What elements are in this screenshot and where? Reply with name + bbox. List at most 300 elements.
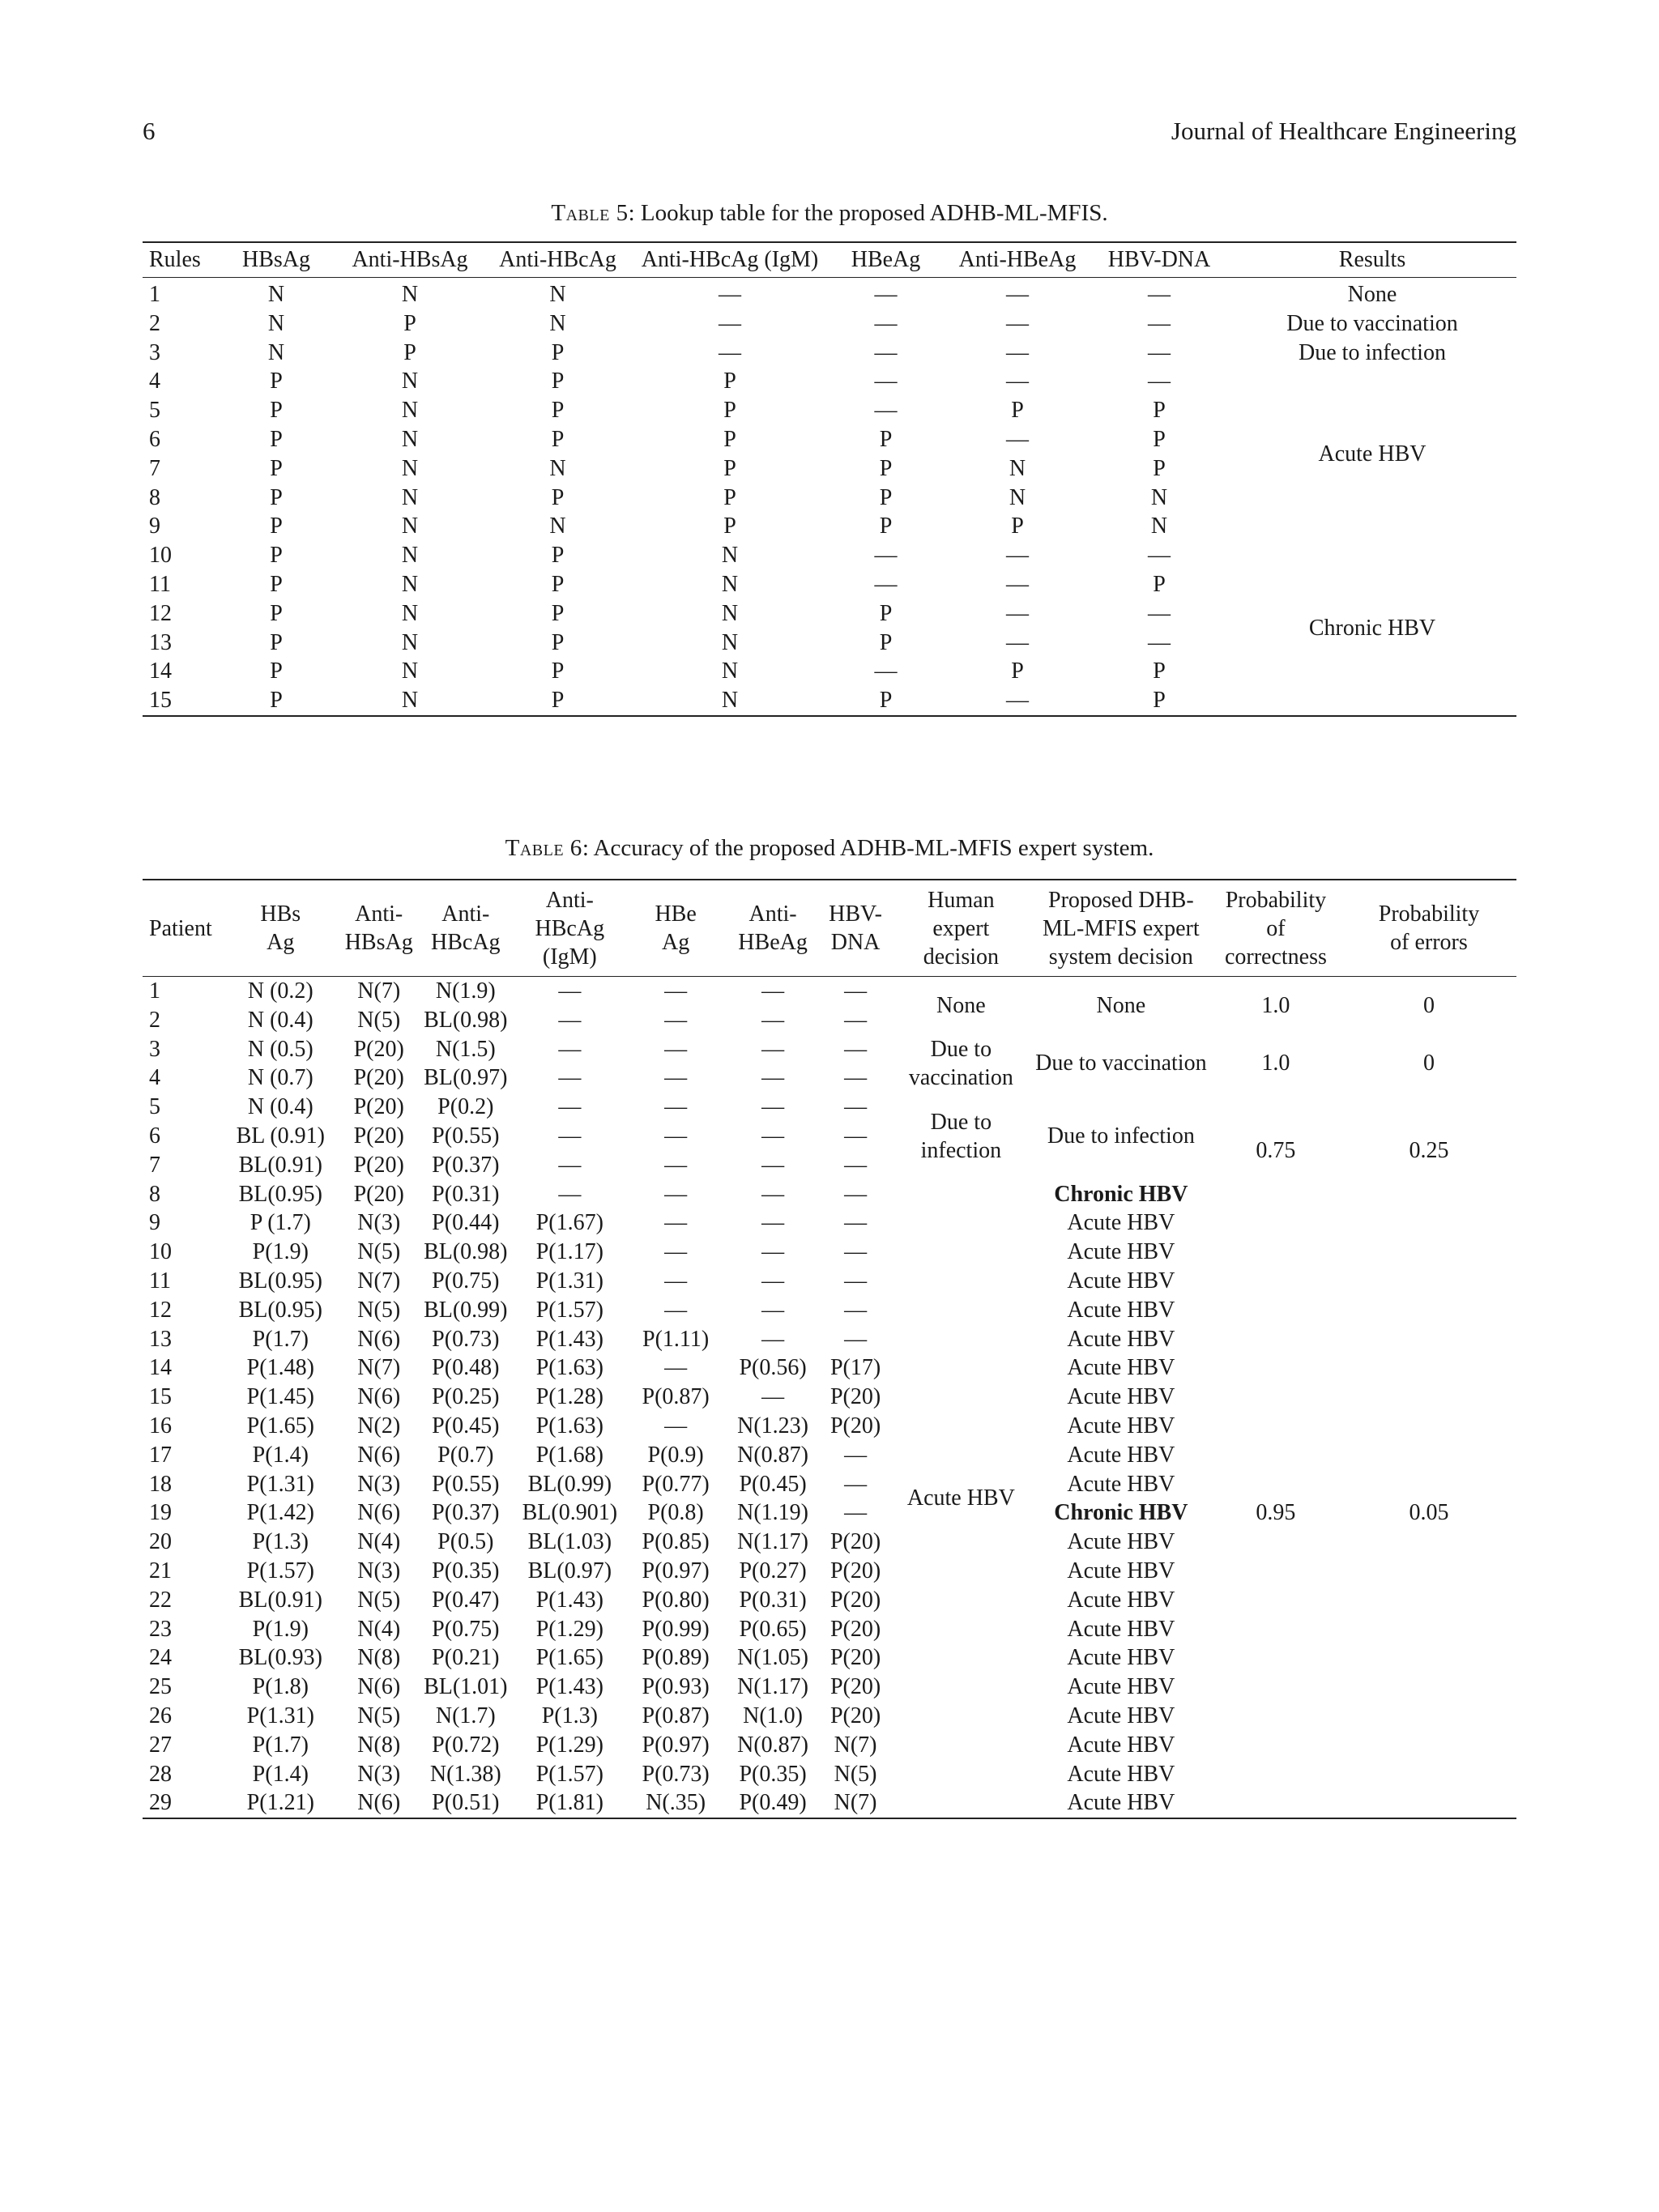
table6-cell: P(0.45)	[432, 1413, 500, 1438]
table6-cell: P(1.81)	[535, 1790, 603, 1816]
table6-header-anti_hbcag	[418, 880, 513, 977]
table5-cell: 7	[149, 455, 160, 481]
table6-cell: —	[761, 1094, 785, 1120]
header-line: HBsAg	[344, 930, 413, 955]
table6-cell: 29	[149, 1790, 172, 1816]
table6-cell: P(20)	[830, 1645, 881, 1671]
table6-cell: —	[664, 978, 688, 1004]
table6-cell: 1	[149, 978, 160, 1004]
table6-caption	[143, 835, 1516, 862]
table5-cell: 9	[149, 514, 160, 539]
table6-cell: P(1.9)	[252, 1239, 309, 1265]
table5-cell: —	[1006, 282, 1029, 307]
table6-cell: P(1.29)	[535, 1732, 603, 1758]
header-line: Due to	[930, 1037, 992, 1063]
table6-cell: P(1.9)	[252, 1616, 309, 1642]
table6-prob-correctness: 1.0	[1261, 992, 1290, 1018]
header-line: Probability	[1378, 901, 1480, 927]
table5-row	[143, 309, 1516, 339]
header-line: system decision	[1048, 944, 1193, 970]
table5-cell: —	[874, 571, 898, 597]
table6-cell: BL (0.91)	[236, 1123, 325, 1149]
table5-cell: P	[879, 426, 893, 452]
header-line: HBcAg	[535, 915, 605, 941]
header-line: Anti-	[441, 901, 490, 927]
table5-cell: P	[270, 514, 283, 539]
table5-cell: 12	[149, 600, 172, 626]
table5-cell: P	[879, 629, 893, 655]
table6-cell: P(0.97)	[642, 1558, 710, 1583]
table6-cell: P(0.55)	[432, 1471, 500, 1497]
table5-cell: 13	[149, 629, 172, 655]
table5-cell: —	[1006, 688, 1029, 714]
table5-cell: P	[723, 426, 736, 452]
table6-cell: BL(0.95)	[238, 1297, 323, 1323]
table6-cell: BL(0.99)	[527, 1471, 612, 1497]
table6-cell: N (0.2)	[247, 978, 313, 1004]
table5-cell: N	[401, 514, 419, 539]
table6-cell: P(20)	[830, 1587, 881, 1613]
table6-cell: —	[558, 1036, 582, 1062]
table5-cell: N	[401, 369, 419, 394]
table6-cell: P(0.44)	[432, 1210, 500, 1236]
table6-cell: P(0.99)	[642, 1616, 710, 1642]
table6-system-decision: Acute HBV	[1067, 1297, 1175, 1323]
table6-cell: N(1.19)	[737, 1500, 809, 1526]
table6-cell: N(.35)	[646, 1790, 706, 1816]
table6-cell: P(1.43)	[535, 1674, 603, 1700]
table6-cell: —	[761, 1181, 785, 1207]
table6-system-decision: Acute HBV	[1067, 1529, 1175, 1555]
table6-cell: P(1.7)	[252, 1326, 309, 1352]
table6-system-decision: None	[1096, 992, 1146, 1018]
table5-result-cell: None	[1347, 282, 1397, 307]
table5-cell: N	[721, 658, 739, 684]
table5-cell: P	[270, 455, 283, 481]
table6-cell: N(2)	[357, 1413, 401, 1438]
table6-cell: N(6)	[357, 1442, 401, 1468]
table5-cell: —	[1148, 282, 1171, 307]
table6-system-decision: Acute HBV	[1067, 1239, 1175, 1265]
table5-cell: P	[551, 484, 565, 510]
table5-cell: N	[721, 629, 739, 655]
table5-cell: P	[551, 629, 565, 655]
table6-caption-text: : Accuracy of the proposed ADHB-ML-MFIS expert system.	[582, 835, 1154, 861]
table6-cell: P(1.43)	[535, 1326, 603, 1352]
table6-cell: P(0.35)	[432, 1558, 500, 1583]
table6-cell: P(0.51)	[432, 1790, 500, 1816]
table6-cell: 21	[149, 1558, 172, 1583]
table5-cell: N	[721, 600, 739, 626]
table6-cell: —	[844, 1239, 868, 1265]
table6-cell: P(1.3)	[541, 1703, 598, 1728]
table6-system-decision: Acute HBV	[1067, 1326, 1175, 1352]
table6-cell: —	[558, 1065, 582, 1091]
header-line: Ag	[662, 930, 690, 955]
header-line: HBV-	[829, 901, 882, 927]
page-header	[143, 117, 1516, 156]
table6-cell: BL(0.98)	[424, 1239, 508, 1265]
table5-cell: P	[270, 543, 283, 569]
table6-cell: N(5)	[357, 1239, 401, 1265]
table5-row	[143, 339, 1516, 368]
table6-system-decision: Acute HBV	[1067, 1645, 1175, 1671]
table6-cell: N(1.5)	[435, 1036, 496, 1062]
table6-cell: BL(0.97)	[527, 1558, 612, 1583]
table6-cell: P(20)	[353, 1181, 404, 1207]
table6-cell: BL(1.01)	[424, 1674, 508, 1700]
table5-cell: N	[401, 600, 419, 626]
table5-row	[143, 278, 1516, 309]
table5-caption-text: : Lookup table for the proposed ADHB-ML-MFIS.	[628, 200, 1108, 226]
table5-cell: P	[879, 455, 893, 481]
header-line: Anti-	[748, 901, 797, 927]
table6-cell: P(0.56)	[739, 1355, 807, 1381]
header-line: decision	[923, 944, 1000, 970]
table6-cell: —	[761, 1152, 785, 1178]
table6-cell: —	[844, 1471, 868, 1497]
table6-cell: —	[664, 1239, 688, 1265]
header-line: HBcAg	[431, 930, 501, 955]
table6-cell: P(1.3)	[252, 1529, 309, 1555]
table6-header-proposed	[1032, 880, 1210, 977]
table6-cell: —	[761, 978, 785, 1004]
table5-cell: 10	[149, 543, 172, 569]
table5-cell: P	[879, 688, 893, 714]
table6-cell: N(6)	[357, 1500, 401, 1526]
table5-cell: N	[721, 571, 739, 597]
header-line: Ag	[267, 930, 295, 955]
table6-header-patient: Patient	[143, 880, 221, 977]
table6-human-decision	[890, 1035, 1032, 1093]
table5-cell: P	[551, 600, 565, 626]
table5-caption	[143, 200, 1516, 227]
table5-cell: —	[874, 310, 898, 336]
table6-cell: P (1.7)	[249, 1210, 311, 1236]
table6-cell: 23	[149, 1616, 172, 1642]
table6-cell: P(0.89)	[642, 1645, 710, 1671]
table6-cell: 15	[149, 1384, 172, 1410]
table6-cell: P(1.63)	[535, 1413, 603, 1438]
table6-cell: BL(0.95)	[238, 1181, 323, 1207]
table5-cell: N	[401, 455, 419, 481]
table6-cell: P(0.73)	[642, 1761, 710, 1787]
table6-human-decision: Acute HBV	[906, 1485, 1015, 1511]
table6-cell: N(3)	[357, 1471, 401, 1497]
table6-cell: N(0.87)	[737, 1442, 809, 1468]
table6-cell: —	[844, 978, 868, 1004]
table6-cell: —	[761, 1123, 785, 1149]
table6-cell: —	[761, 1007, 785, 1033]
table6-cell: —	[664, 1355, 688, 1381]
table6-body	[143, 977, 1516, 1819]
table6-cell: P(0.49)	[739, 1790, 807, 1816]
table6-cell: P(0.7)	[437, 1442, 494, 1468]
table5-cell: N	[549, 310, 566, 336]
table5-cell: P	[1011, 514, 1024, 539]
table6-system-decision: Due to infection	[1047, 1123, 1195, 1149]
table5-cell: 14	[149, 658, 172, 684]
table6-cell: N (0.7)	[247, 1065, 313, 1091]
table5-header-cell: HBV-DNA	[1090, 242, 1228, 278]
table5-result-cell: Due to vaccination	[1286, 310, 1458, 336]
table6-cell: —	[558, 1094, 582, 1120]
table5-cell: P	[551, 369, 565, 394]
table5-result-cell: Due to infection	[1299, 339, 1446, 365]
header-line: HBeAg	[738, 930, 808, 955]
table6-cell: —	[844, 1152, 868, 1178]
table6-cell: 8	[149, 1181, 160, 1207]
table6-cell: —	[664, 1094, 688, 1120]
table6-cell: P(0.85)	[642, 1529, 710, 1555]
table5-cell: P	[403, 310, 416, 336]
table6-cell: P(20)	[830, 1703, 881, 1728]
table6-header-hbeag	[626, 880, 725, 977]
header-line: expert	[932, 915, 990, 941]
table6-cell: N(7)	[357, 978, 401, 1004]
table6-system-decision: Acute HBV	[1067, 1210, 1175, 1236]
table6-cell: 6	[149, 1123, 160, 1149]
table6-cell: —	[761, 1384, 785, 1410]
table6-system-decision: Acute HBV	[1067, 1616, 1175, 1642]
table6-cell: 11	[149, 1268, 171, 1294]
table5-cell: P	[270, 658, 283, 684]
table6-cell: 7	[149, 1152, 160, 1178]
table6-cell: N(1.05)	[737, 1645, 809, 1671]
table6-cell: N(1.7)	[435, 1703, 496, 1728]
table6-cell: P(0.37)	[432, 1152, 500, 1178]
table6-cell: 14	[149, 1355, 172, 1381]
table5-cell: P	[723, 484, 736, 510]
table5-cell: N	[267, 310, 285, 336]
table5-cell: 5	[149, 398, 160, 424]
table5-cell: P	[551, 339, 565, 365]
table6-cell: —	[844, 1007, 868, 1033]
table6-system-decision: Acute HBV	[1067, 1384, 1175, 1410]
table6-cell: P(1.65)	[246, 1413, 314, 1438]
table6-cell: N(6)	[357, 1790, 401, 1816]
table5-cell: P	[403, 339, 416, 365]
table6-cell: P(1.45)	[246, 1384, 314, 1410]
table5-cell: —	[1006, 369, 1029, 394]
table6-cell: —	[844, 1297, 868, 1323]
table6-cell: N(6)	[357, 1384, 401, 1410]
table6-system-decision: Acute HBV	[1067, 1442, 1175, 1468]
table6-cell: —	[844, 1442, 868, 1468]
table6-header-row	[143, 880, 1516, 977]
table5-header-cell: HBeAg	[827, 242, 945, 278]
table6-human-decision	[890, 1093, 1032, 1179]
table6-cell: 3	[149, 1036, 160, 1062]
table5-cell: 6	[149, 426, 160, 452]
table5-cell: N	[549, 514, 566, 539]
table5-cell: —	[874, 543, 898, 569]
header-line: of	[1266, 915, 1286, 941]
table5-cell: N	[401, 543, 419, 569]
header-line: DNA	[830, 930, 881, 955]
table5-header-cell: Rules	[143, 242, 215, 278]
table6-cell: P(0.45)	[739, 1471, 807, 1497]
table5-cell: P	[1153, 658, 1166, 684]
table6-cell: N(5)	[357, 1703, 401, 1728]
table6-cell: P(0.5)	[437, 1529, 494, 1555]
table6-cell: —	[664, 1065, 688, 1091]
table6-cell: BL(0.901)	[522, 1500, 618, 1526]
table5-cell: —	[719, 339, 741, 365]
table6-cell: BL(1.03)	[527, 1529, 612, 1555]
table5-cell: P	[551, 398, 565, 424]
header-line: correctness	[1224, 944, 1327, 970]
header-line: infection	[920, 1137, 1002, 1163]
table5-cell: 1	[149, 282, 160, 307]
table6-cell: P(20)	[353, 1036, 404, 1062]
table5-cell: N	[401, 484, 419, 510]
table5-cell: N	[401, 571, 419, 597]
table6-cell: P(0.87)	[642, 1703, 710, 1728]
table5-cell: —	[874, 658, 898, 684]
table6-cell: —	[761, 1297, 785, 1323]
table6-cell: P(1.21)	[246, 1790, 314, 1816]
table6-cell: —	[844, 1210, 868, 1236]
table5-cell: —	[719, 310, 741, 336]
table6-cell: —	[664, 1007, 688, 1033]
table5-cell: P	[1153, 571, 1166, 597]
table6-cell: N(1.38)	[429, 1761, 501, 1787]
table5-cell: P	[1153, 688, 1166, 714]
table6-cell: P(0.65)	[739, 1616, 807, 1642]
table6-system-decision: Acute HBV	[1067, 1355, 1175, 1381]
table6-cell: BL(0.93)	[238, 1645, 323, 1671]
table6-cell: P(1.67)	[535, 1210, 603, 1236]
table6-cell: N(1.17)	[737, 1529, 809, 1555]
table6-label: Table 6	[505, 835, 582, 861]
table6-cell: P(1.57)	[535, 1761, 603, 1787]
table5-cell: —	[1148, 629, 1171, 655]
table6-cell: P(0.25)	[432, 1384, 500, 1410]
table5-cell: P	[1153, 455, 1166, 481]
table6-cell: N(1.9)	[435, 978, 496, 1004]
table5-cell: N	[549, 455, 566, 481]
table5-cell: 15	[149, 688, 172, 714]
table6-header-anti_hbcag_igm	[513, 880, 626, 977]
table6-cell: P(20)	[830, 1674, 881, 1700]
table5-header-cell: Results	[1228, 242, 1516, 278]
table6-cell: N(0.87)	[737, 1732, 809, 1758]
table6-cell: —	[844, 1123, 868, 1149]
table5-label: Table 5	[551, 200, 629, 226]
table6-cell: N(7)	[357, 1355, 401, 1381]
table6-system-decision: Due to vaccination	[1035, 1051, 1207, 1076]
table6-cell: N (0.4)	[247, 1007, 313, 1033]
table6-cell: P(20)	[830, 1616, 881, 1642]
table5-cell: P	[1011, 658, 1024, 684]
table6-cell: P(1.31)	[246, 1703, 314, 1728]
table6-cell: N(5)	[834, 1761, 877, 1787]
table6-cell: 10	[149, 1239, 172, 1265]
header-line: HBe	[655, 901, 697, 927]
table5-cell: —	[1006, 426, 1029, 452]
table6-cell: N(3)	[357, 1761, 401, 1787]
table6-cell: P(0.80)	[642, 1587, 710, 1613]
table5-cell: P	[551, 571, 565, 597]
table6-cell: P(0.31)	[432, 1181, 500, 1207]
table5-cell: —	[874, 339, 898, 365]
table6-cell: 12	[149, 1297, 172, 1323]
table5-cell: —	[1006, 543, 1029, 569]
table5-cell: N	[267, 339, 285, 365]
table5-cell: P	[270, 484, 283, 510]
table6-cell: —	[664, 1210, 688, 1236]
table6-system-decision: Acute HBV	[1067, 1587, 1175, 1613]
table6-cell: N(3)	[357, 1210, 401, 1236]
table6-cell: —	[844, 1500, 868, 1526]
table5-cell: P	[723, 369, 736, 394]
table6-cell: P(0.9)	[647, 1442, 704, 1468]
table6-cell: 20	[149, 1529, 172, 1555]
table6-cell: P(0.55)	[432, 1123, 500, 1149]
table6-system-decision: Acute HBV	[1067, 1761, 1175, 1787]
table5-cell: —	[1148, 339, 1171, 365]
header-line: ML-MFIS expert	[1043, 915, 1200, 941]
table5-cell: N	[1009, 455, 1026, 481]
table6-cell: N(4)	[357, 1529, 401, 1555]
table6-cell: N(1.0)	[743, 1703, 804, 1728]
table6-cell: P(0.21)	[432, 1645, 500, 1671]
table5-cell: P	[270, 600, 283, 626]
table6-cell: —	[558, 1181, 582, 1207]
table6-cell: N(7)	[357, 1268, 401, 1294]
table6-system-decision: Chronic HBV	[1054, 1500, 1188, 1526]
table6-cell: 2	[149, 1007, 160, 1033]
table6-cell: N(6)	[357, 1674, 401, 1700]
table6-cell: 28	[149, 1761, 172, 1787]
table6-cell: N(7)	[834, 1790, 877, 1816]
table5-cell: 8	[149, 484, 160, 510]
table6-cell: N(3)	[357, 1558, 401, 1583]
table6-header-prob_error	[1341, 880, 1516, 977]
table6-cell: —	[664, 1268, 688, 1294]
table6-header-anti_hbeag	[725, 880, 821, 977]
table5-cell: P	[879, 514, 893, 539]
table6-cell: P(0.31)	[739, 1587, 807, 1613]
table6-cell: —	[558, 1007, 582, 1033]
table6-cell: 4	[149, 1065, 160, 1091]
table5-cell: P	[551, 543, 565, 569]
table6-cell: P(0.93)	[642, 1674, 710, 1700]
table6-cell: —	[761, 1036, 785, 1062]
table6-cell: 27	[149, 1732, 172, 1758]
table5-body	[143, 278, 1516, 716]
table6-cell: —	[761, 1239, 785, 1265]
table6-system-decision: Acute HBV	[1067, 1703, 1175, 1728]
table5-cell: N	[721, 688, 739, 714]
header-line: Anti-	[355, 901, 403, 927]
table6-cell: P(0.48)	[432, 1355, 500, 1381]
table5-row	[143, 367, 1516, 396]
table6-cell: 16	[149, 1413, 172, 1438]
table6-cell: 26	[149, 1703, 172, 1728]
table6-cell: P(1.57)	[246, 1558, 314, 1583]
table5-result-cell: Acute HBV	[1318, 441, 1427, 467]
table5-cell: 3	[149, 339, 160, 365]
table6-cell: 13	[149, 1326, 172, 1352]
table5-cell: P	[1153, 426, 1166, 452]
table6-cell: —	[664, 1181, 688, 1207]
table5-cell: P	[1011, 398, 1024, 424]
table6-system-decision: Acute HBV	[1067, 1558, 1175, 1583]
table6-cell: —	[761, 1065, 785, 1091]
table6-cell: P(0.87)	[642, 1384, 710, 1410]
